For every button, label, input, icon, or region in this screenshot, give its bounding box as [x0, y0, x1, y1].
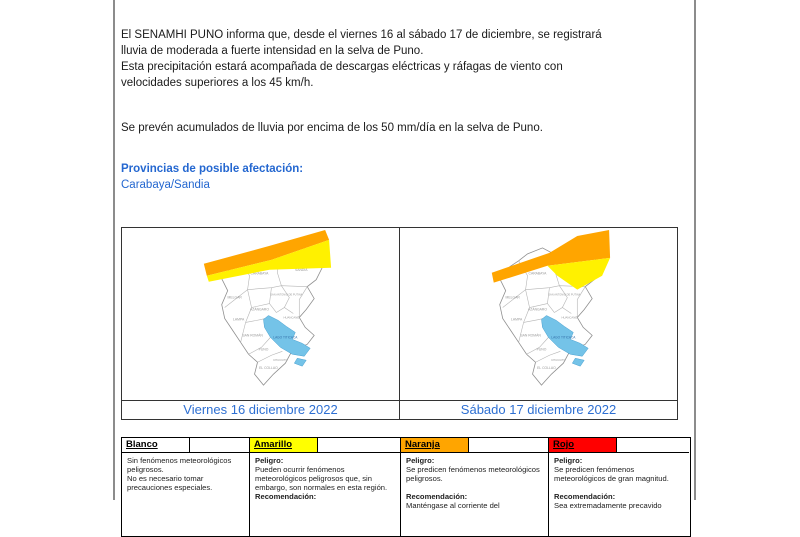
legend-body-blanco — [122, 453, 249, 536]
peligro-label: Peligro: — [255, 456, 284, 465]
legend-column-blanco — [122, 438, 249, 536]
page-left-border — [113, 0, 115, 500]
recomendacion-text: Sea extremadamente precavido — [554, 501, 662, 510]
recomendacion-text: Manténgase al corriente del — [406, 501, 500, 510]
legend-column-rojo — [548, 438, 689, 536]
legend-body-rojo — [549, 453, 689, 536]
bulletin-line: Esta precipitación estará acompañada de descargas eléctricas y ráfagas de viento con — [121, 61, 563, 73]
provinces-heading: Provincias de posible afectación: — [121, 163, 304, 175]
color-label-naranja: Naranja — [401, 438, 469, 452]
color-label-amarillo: Amarillo — [250, 438, 318, 452]
bulletin-line: lluvia de moderada a fuerte intensidad en la selva de Puno. — [121, 45, 424, 57]
peligro-label: Peligro: — [554, 456, 583, 465]
map-panel-friday — [122, 228, 399, 419]
warning-legend-table — [121, 437, 691, 537]
legend-body-amarillo — [250, 453, 400, 536]
accumulation-line: Se prevén acumulados de lluvia por encima de los 50 mm/día en la selva de Puno. — [121, 122, 543, 134]
bulletin-line: velocidades superiores a los 45 km/h. — [121, 77, 314, 89]
color-label-rojo: Rojo — [549, 438, 617, 452]
map-caption-friday: Viernes 16 diciembre 2022 — [122, 400, 399, 419]
legend-body-naranja — [401, 453, 548, 536]
map-friday — [122, 228, 399, 400]
recomendacion-label: Recomendación: — [255, 492, 317, 501]
legend-header-naranja — [401, 438, 548, 453]
legend-header-rojo — [549, 438, 689, 453]
color-label-blanco: Blanco — [122, 438, 190, 452]
bulletin-paragraph — [121, 27, 681, 91]
map-panel-saturday — [399, 228, 677, 419]
provinces-value: Carabaya/Sandia — [121, 179, 210, 191]
legend-header-blanco — [122, 438, 249, 453]
legend-column-naranja — [400, 438, 548, 536]
bulletin-line: El SENAMHI PUNO informa que, desde el viernes 16 al sábado 17 de diciembre, se registrará — [121, 29, 602, 41]
legend-text: No es necesario tomar precauciones especiales. — [127, 474, 213, 492]
map-caption-saturday: Sábado 17 diciembre 2022 — [400, 400, 677, 419]
page-right-border — [694, 0, 696, 500]
legend-text: Sin fenómenos meteorológicos peligrosos. — [127, 456, 232, 474]
legend-header-amarillo — [250, 438, 400, 453]
map-saturday — [400, 228, 677, 400]
recomendacion-label: Recomendación: — [406, 492, 468, 501]
peligro-text: Pueden ocurrir fenómenos meteorológicos peligrosos que, sin embargo, son normales en esta región. — [255, 465, 388, 492]
forecast-map-figure — [121, 227, 678, 420]
peligro-text: Se predicen fenómenos meteorológicos peligrosos. — [406, 465, 540, 483]
peligro-label: Peligro: — [406, 456, 435, 465]
recomendacion-label: Recomendación: — [554, 492, 616, 501]
peligro-text: Se predicen fenómenos meteorológicos de gran magnitud. — [554, 465, 669, 483]
legend-column-amarillo — [249, 438, 400, 536]
